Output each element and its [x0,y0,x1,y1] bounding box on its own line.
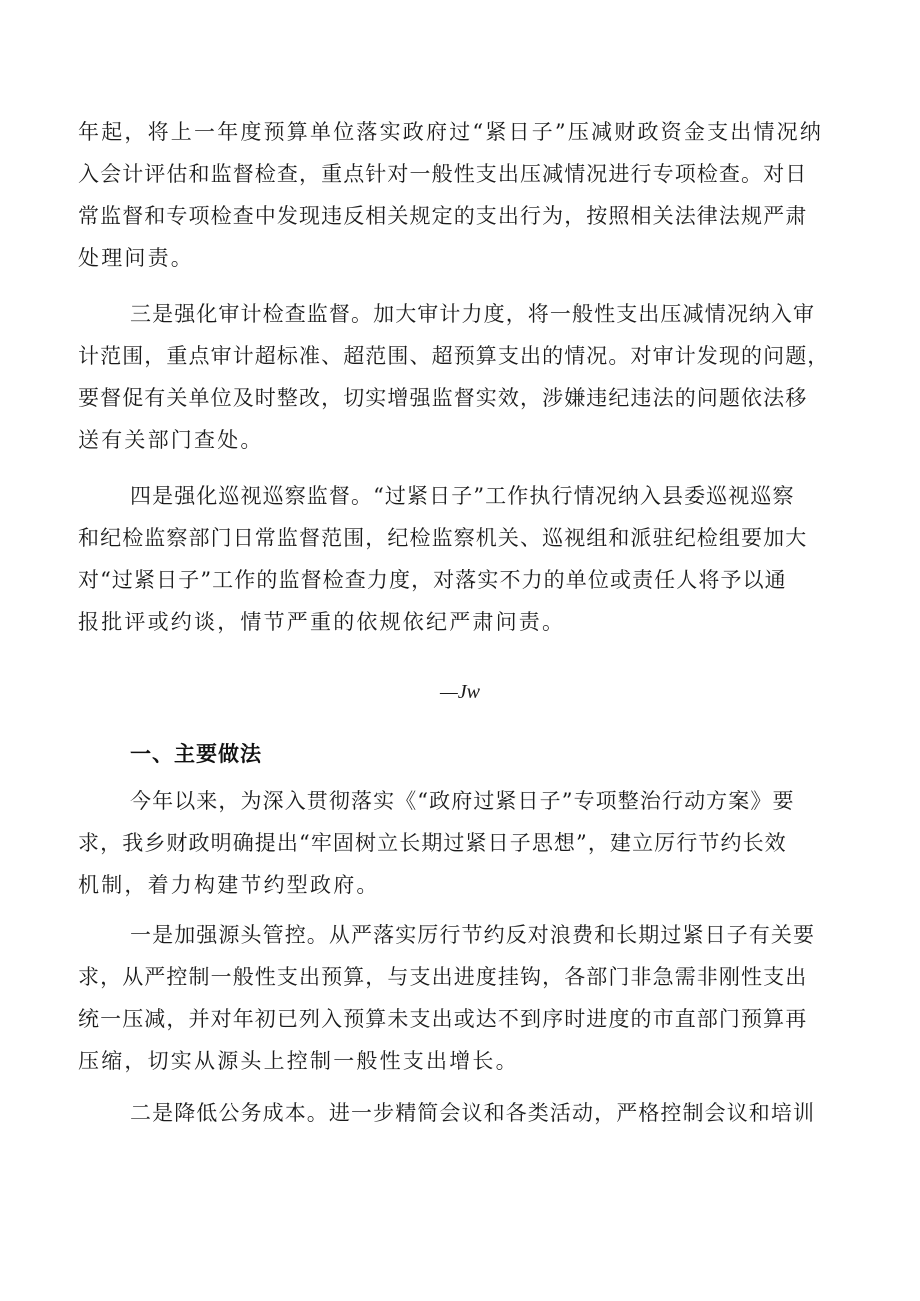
paragraph-line: 年起，将上一年度预算单位落实政府过“紧日子”压减财政资金支出情况纳 [78,120,824,144]
paragraph-line: 和纪检监察部门日常监督范围，纪检监察机关、巡视组和派驻纪检组要加大 [78,526,808,550]
paragraph-line: 机制，着力构建节约型政府。 [78,873,380,897]
paragraph-line: 统一压减，并对年初已列入预算未支出或达不到序时进度的市直部门预算再 [78,1007,808,1031]
paragraph-line: 送有关部门查处。 [78,428,264,452]
paragraph-line: 入会计评估和监督检查，重点针对一般性支出压减情况进行专项检查。对日 [78,162,808,186]
paragraph-line: 求，我乡财政明确提出“牢固树立长期过紧日子思想”，建立厉行节约长效 [78,831,787,855]
paragraph-line: 对“过紧日子”工作的监督检查力度，对落实不力的单位或责任人将予以通 [78,568,787,592]
signature-mark: —Jw [440,681,480,703]
paragraph-line: 要督促有关单位及时整改，切实增强监督实效，涉嫌违纪违法的问题依法移 [78,386,808,410]
paragraph-line: 压缩，切实从源头上控制一般性支出增长。 [78,1049,519,1073]
paragraph-line: 三是强化审计检查监督。加大审计力度，将一般性支出压减情况纳入审 [130,302,816,326]
section-heading: 一、主要做法 [130,742,262,766]
paragraph-line: 一是加强源头管控。从严落实厉行节约反对浪费和长期过紧日子有关要 [130,923,816,947]
paragraph-line: 二是降低公务成本。进一步精简会议和各类活动，严格控制会议和培训 [130,1101,816,1125]
paragraph-line: 处理问责。 [78,246,194,270]
paragraph-line: 报批评或约谈，情节严重的依规依纪严肃问责。 [78,610,566,634]
paragraph-line: 四是强化巡视巡察监督。“过紧日子”工作执行情况纳入县委巡视巡察 [130,484,795,508]
paragraph-line: 求，从严控制一般性支出预算，与支出进度挂钩，各部门非急需非刚性支出 [78,965,808,989]
paragraph-line: 今年以来，为深入贯彻落实《“政府过紧日子”专项整治行动方案》要 [130,789,795,813]
paragraph-line: 常监督和专项检查中发现违反相关规定的支出行为，按照相关法律法规严肃 [78,204,808,228]
paragraph-line: 计范围，重点审计超标准、超范围、超预算支出的情况。对审计发现的问题， [78,344,830,368]
